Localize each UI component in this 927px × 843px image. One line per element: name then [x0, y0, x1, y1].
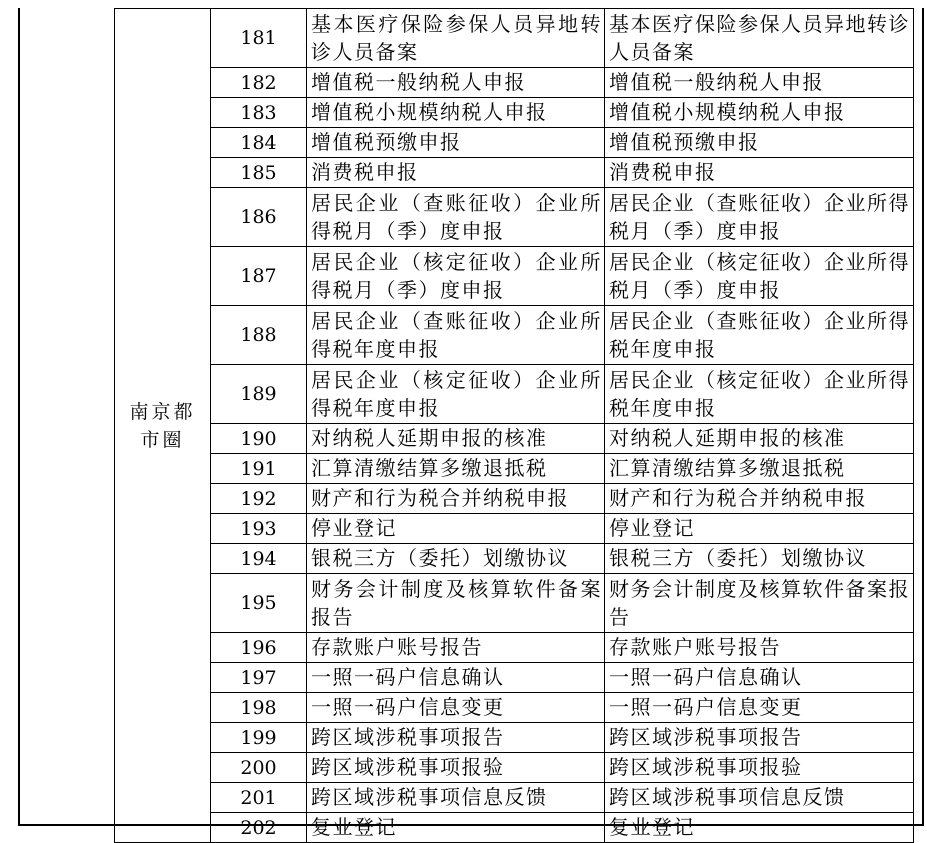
- item-name-detail: 消费税申报: [605, 158, 914, 188]
- row-number: 187: [211, 247, 307, 306]
- row-number: 185: [211, 158, 307, 188]
- item-name: 跨区域涉税事项信息反馈: [307, 783, 605, 813]
- table-row: [115, 633, 914, 663]
- item-name-detail: 复业登记: [605, 813, 914, 843]
- item-name: 存款账户账号报告: [307, 633, 605, 663]
- item-name: 增值税预缴申报: [307, 128, 605, 158]
- item-name-detail: 居民企业（核定征收）企业所得税月（季）度申报: [605, 247, 914, 306]
- row-number: 201: [211, 783, 307, 813]
- item-name-detail: 财产和行为税合并纳税申报: [605, 484, 914, 514]
- table-row: [115, 574, 914, 633]
- table-row: [115, 98, 914, 128]
- row-number: 181: [211, 9, 307, 68]
- row-number: 183: [211, 98, 307, 128]
- item-name: 增值税小规模纳税人申报: [307, 98, 605, 128]
- table-row: [115, 188, 914, 247]
- item-name-detail: 跨区域涉税事项信息反馈: [605, 783, 914, 813]
- table-row: [115, 783, 914, 813]
- table-row: [115, 693, 914, 723]
- table-row: [115, 306, 914, 365]
- row-number: 190: [211, 424, 307, 454]
- item-name: 财务会计制度及核算软件备案报告: [307, 574, 605, 633]
- item-name: 消费税申报: [307, 158, 605, 188]
- table-row: [115, 544, 914, 574]
- row-number: 191: [211, 454, 307, 484]
- row-number: 202: [211, 813, 307, 843]
- item-name-detail: 汇算清缴结算多缴退抵税: [605, 454, 914, 484]
- table-row: [115, 365, 914, 424]
- item-name-detail: 居民企业（核定征收）企业所得税年度申报: [605, 365, 914, 424]
- table-row: [115, 247, 914, 306]
- item-name-detail: 存款账户账号报告: [605, 633, 914, 663]
- table-row: [115, 813, 914, 843]
- table-row: [115, 723, 914, 753]
- item-name-detail: 跨区域涉税事项报告: [605, 723, 914, 753]
- item-name-detail: 停业登记: [605, 514, 914, 544]
- item-name-detail: 增值税一般纳税人申报: [605, 68, 914, 98]
- table-row: [115, 424, 914, 454]
- item-name-detail: 增值税小规模纳税人申报: [605, 98, 914, 128]
- table-row: [115, 454, 914, 484]
- row-number: 182: [211, 68, 307, 98]
- item-name-detail: 银税三方（委托）划缴协议: [605, 544, 914, 574]
- item-name: 对纳税人延期申报的核准: [307, 424, 605, 454]
- table-row: [115, 753, 914, 783]
- item-name: 居民企业（核定征收）企业所得税月（季）度申报: [307, 247, 605, 306]
- row-number: 186: [211, 188, 307, 247]
- service-table: [114, 8, 914, 843]
- item-name-detail: 一照一码户信息确认: [605, 663, 914, 693]
- table-row: [115, 68, 914, 98]
- row-number: 184: [211, 128, 307, 158]
- item-name-detail: 居民企业（查账征收）企业所得税月（季）度申报: [605, 188, 914, 247]
- item-name-detail: 对纳税人延期申报的核准: [605, 424, 914, 454]
- row-number: 194: [211, 544, 307, 574]
- item-name-detail: 一照一码户信息变更: [605, 693, 914, 723]
- table-row: [115, 158, 914, 188]
- item-name-detail: 基本医疗保险参保人员异地转诊人员备案: [605, 9, 914, 68]
- region-cell: 南京都 市圈: [115, 9, 211, 843]
- item-name-detail: 居民企业（查账征收）企业所得税年度申报: [605, 306, 914, 365]
- item-name: 居民企业（查账征收）企业所得税月（季）度申报: [307, 188, 605, 247]
- item-name: 财产和行为税合并纳税申报: [307, 484, 605, 514]
- row-number: 189: [211, 365, 307, 424]
- row-number: 200: [211, 753, 307, 783]
- item-name: 居民企业（核定征收）企业所得税年度申报: [307, 365, 605, 424]
- item-name: 基本医疗保险参保人员异地转诊人员备案: [307, 9, 605, 68]
- table-row: [115, 514, 914, 544]
- item-name: 一照一码户信息变更: [307, 693, 605, 723]
- item-name-detail: 增值税预缴申报: [605, 128, 914, 158]
- row-number: 188: [211, 306, 307, 365]
- service-table-body: [115, 9, 914, 843]
- table-row: [115, 128, 914, 158]
- item-name: 跨区域涉税事项报告: [307, 723, 605, 753]
- row-number: 197: [211, 663, 307, 693]
- item-name-detail: 跨区域涉税事项报验: [605, 753, 914, 783]
- table-row: [115, 9, 914, 68]
- row-number: 196: [211, 633, 307, 663]
- item-name-detail: 财务会计制度及核算软件备案报告: [605, 574, 914, 633]
- table-row: [115, 663, 914, 693]
- row-number: 198: [211, 693, 307, 723]
- item-name: 跨区域涉税事项报验: [307, 753, 605, 783]
- row-number: 193: [211, 514, 307, 544]
- row-number: 195: [211, 574, 307, 633]
- item-name: 增值税一般纳税人申报: [307, 68, 605, 98]
- item-name: 居民企业（查账征收）企业所得税年度申报: [307, 306, 605, 365]
- item-name: 复业登记: [307, 813, 605, 843]
- row-number: 192: [211, 484, 307, 514]
- table-row: [115, 484, 914, 514]
- item-name: 一照一码户信息确认: [307, 663, 605, 693]
- item-name: 银税三方（委托）划缴协议: [307, 544, 605, 574]
- item-name: 汇算清缴结算多缴退抵税: [307, 454, 605, 484]
- row-number: 199: [211, 723, 307, 753]
- item-name: 停业登记: [307, 514, 605, 544]
